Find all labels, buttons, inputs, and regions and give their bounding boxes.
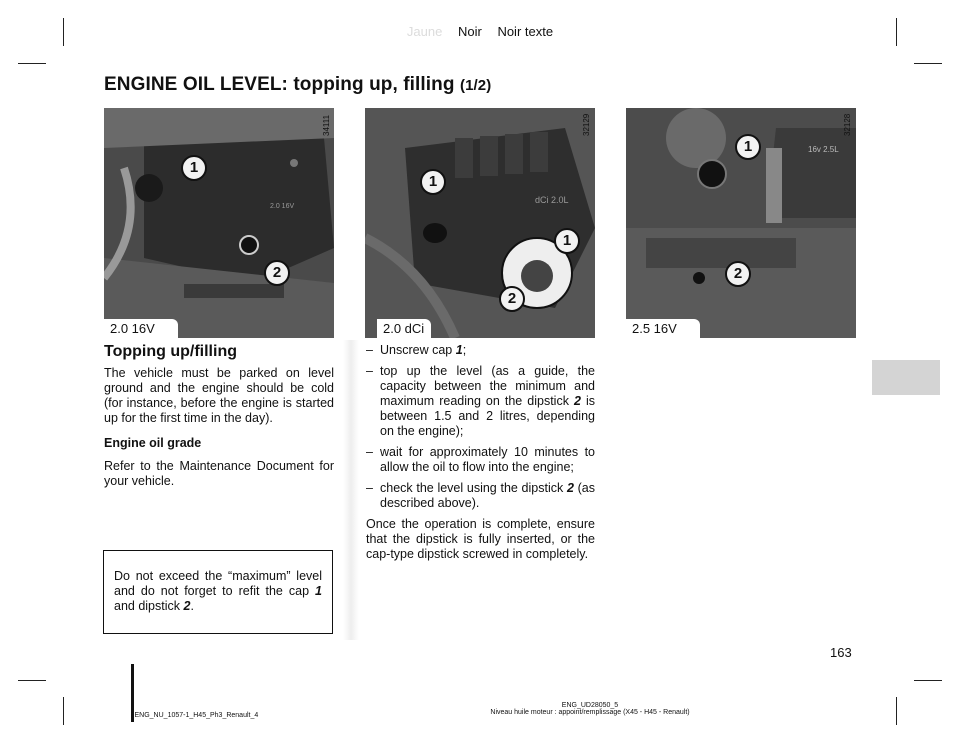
crop-mark [914,680,942,681]
crop-mark [18,680,46,681]
section-tab [872,360,940,395]
photo-ref-number: 32129 [582,113,591,136]
intro-paragraph: The vehicle must be parked on level ground and the engine should be cold (for instance, before the engine is started up for the first time in the day). [104,366,334,425]
section-heading: Topping up/filling [104,343,237,360]
callout-2: 2 [264,260,290,286]
page-number: 163 [830,645,852,660]
engine-photo-2-0-dci [365,108,595,338]
callout-2: 2 [725,261,751,287]
footer-left: JENG_NU_1057-1_H45_Ph3_Renault_4 [131,712,259,719]
title-suffix: (1/2) [460,77,492,94]
crop-mark [914,63,942,64]
grade-heading: Engine oil grade [104,436,202,450]
photo-ref-number: 32128 [843,113,852,136]
list-item: – wait for approximately 10 minutes to allow the oil to flow into the engine; [366,445,595,474]
title-main: ENGINE OIL LEVEL: topping up, filling [104,74,455,95]
engine-label: 2.0 16V [104,319,178,338]
warning-text: Do not exceed the “maximum” level and do not forget to refit the cap 1 and dipstick 2. [114,569,322,613]
engine-badge-text: dCi 2.0L [535,195,569,205]
color-separation-labels [0,24,960,39]
middle-column [366,343,595,562]
crop-mark [896,697,897,725]
column-separator [343,340,359,640]
grade-text: Refer to the Maintenance Document for your vehicle. [104,459,334,488]
footer-code: ENG_UD28050_5 [561,702,619,709]
callout-2: 2 [499,286,525,312]
color-label-noir: Noir [457,24,482,39]
engine-illustration [365,108,595,338]
photo-ref-number: 34111 [322,114,331,136]
callout-1: 1 [735,134,761,160]
steps-list [366,343,595,511]
engine-photo-2-5-16v [626,108,856,338]
crop-mark [63,697,64,725]
engine-badge-text: 16v 2.5L [808,145,839,154]
callout-1: 1 [181,155,207,181]
color-label-jaune: Jaune [406,24,443,39]
left-column [104,366,334,489]
engine-badge-text: 2.0 16V [270,203,295,210]
list-item: – check the level using the dipstick 2 (as described above). [366,481,595,510]
warning-box [103,550,333,634]
footer-description: Niveau huile moteur : appoint/remplissage (X45 - H45 - Renault) [490,709,690,716]
footer-right [460,702,720,716]
list-item: – Unscrew cap 1; [366,343,467,357]
callout-1: 1 [420,169,446,195]
engine-photo-2-0-16v [104,108,334,338]
list-item: – top up the level (as a guide, the capacity between the minimum and maximum reading on the dipstick 2 is between 1.5 and 2 litres, depending on the engine); [366,364,595,438]
callout-1-detail: 1 [554,228,580,254]
engine-illustration [104,108,334,338]
crop-mark [18,63,46,64]
engine-label: 2.5 16V [626,319,700,338]
color-label-noir-texte: Noir texte [497,24,554,39]
engine-label: 2.0 dCi [377,319,431,338]
closing-paragraph: Once the operation is complete, ensure that the dipstick is fully inserted, or the cap-type dipstick screwed in completely. [366,517,595,561]
page-title [104,74,491,96]
